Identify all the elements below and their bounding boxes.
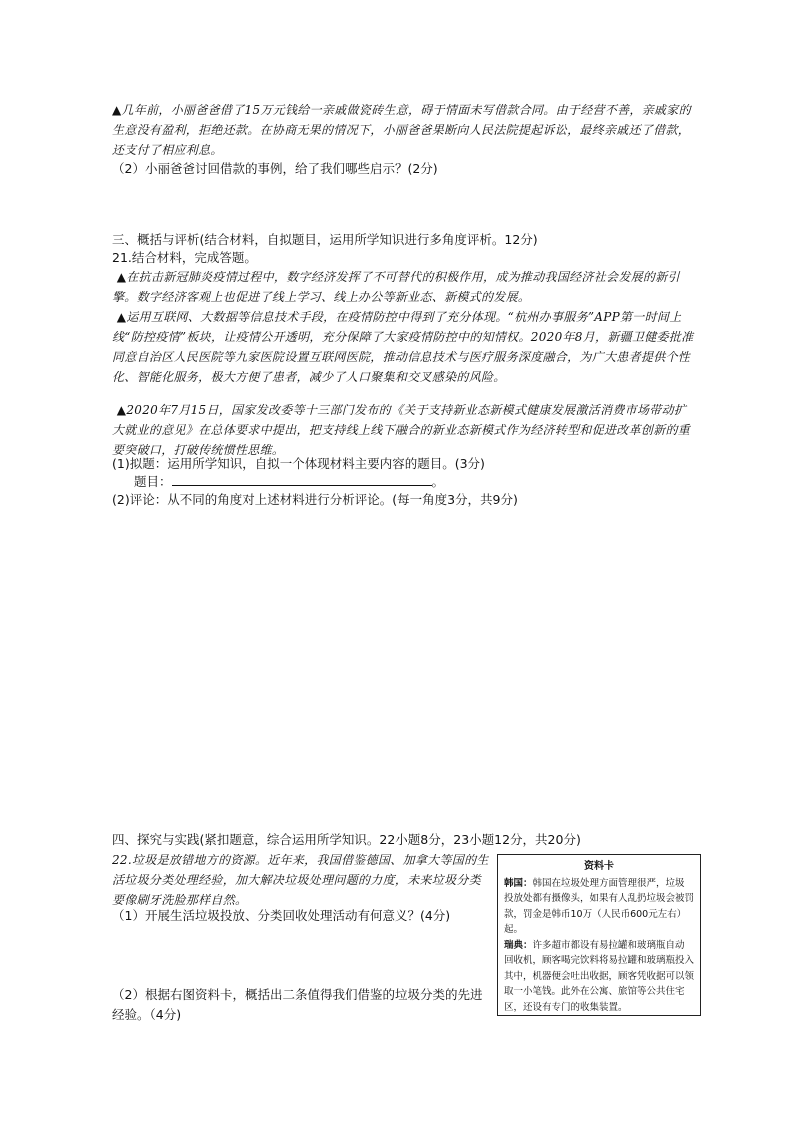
q22-sub-2: （2）根据右图资料卡，概括出二条值得我们借鉴的垃圾分类的先进经验。（4分) (112, 987, 483, 1022)
q21-sub-1: (1)拟题：运用所学知识，自拟一个体现材料主要内容的题目。(3分) (112, 456, 485, 471)
card-title: 资料卡 (584, 861, 614, 872)
q21-prompt: 21.结合材料，完成答题。 (112, 250, 257, 265)
section3-heading: 三、概括与评析(结合材料，自拟题目，运用所学知识进行多角度评析。12分) (112, 232, 538, 247)
prev-subquestion-2: （2）小丽爸爸讨回借款的事例，给了我们哪些启示？(2分) (112, 161, 438, 176)
q21-sub-2: (2)评论：从不同的角度对上述材料进行分析评论。(每一角度3分，共9分) (112, 492, 518, 507)
card-sweden (504, 938, 694, 1016)
q21-material-1: ▲在抗击新冠肺炎疫情过程中，数字经济发挥了不可替代的积极作用，成为推动我国经济社会发展的新引擎。数字经济客观上也促进了线上学习、线上办公等新业态、新模式的发展。 (112, 270, 680, 304)
card-korea-label: 韩国： (504, 877, 533, 889)
reference-card (497, 854, 701, 1016)
card-korea-text: 韩国在垃圾处理方面管理很严，垃圾投放处都有摄像头，如果有人乱扔垃圾会被罚款，罚金是韩币10万（人民币600元左右）起。 (504, 877, 695, 935)
title-line (134, 472, 634, 492)
q22-sub-1: （1）开展生活垃圾投放、分类回收处理活动有何意义？(4分) (112, 908, 451, 923)
q22-material: 22.垃圾是放错地方的资源。近年来，我国借鉴德国、加拿大等国的生活垃圾分类处理经验，加大解决垃圾处理问题的力度，未来垃圾分类要像刷牙洗脸那样自然。 (112, 853, 489, 907)
card-sweden-label: 瑞典： (504, 939, 533, 951)
card-korea (504, 876, 694, 938)
title-end: 。 (431, 474, 445, 489)
title-label: 题目： (134, 474, 172, 489)
title-answer-blank[interactable] (172, 472, 432, 486)
section4-heading: 四、探究与实践(紧扣题意，综合运用所学知识。22小题8分，23小题12分，共20分) (112, 832, 581, 847)
q21-material-2: ▲运用互联网、大数据等信息技术手段，在疫情防控中得到了充分体现。“杭州办事服务”APP第一时间上线“防控疫情”板块，让疫情公开透明，充分保障了大家疫情防控中的知情权。2020年8月，新疆卫健委批准同意自治区人民医院等九家医院设置互联网医院，推动信息技术与医疗服务深度融合，为广大患者提供个性化、智能化服务，极大方便了患者，减少了人口聚集和交叉感染的风险。 (112, 310, 694, 384)
prev-material: ▲几年前，小丽爸爸借了15万元钱给一亲戚做瓷砖生意，碍于情面未写借款合同。由于经营不善，亲戚家的生意没有盈利，拒绝还款。在协商无果的情况下，小丽爸爸果断向人民法院提起诉讼，最终亲戚还了借款，还支付了相应利息。 (112, 103, 691, 157)
card-sweden-text: 许多超市都设有易拉罐和玻璃瓶自动回收机，顾客喝完饮料将易拉罐和玻璃瓶投入其中，机器便会吐出收据，顾客凭收据可以领取一小笔钱。此外在公寓、旅馆等公共住宅区，还设有专门的收集装置。 (504, 939, 695, 1013)
q21-material-3: ▲2020年7月15日，国家发改委等十三部门发布的《关于支持新业态新模式健康发展激活消费市场带动扩大就业的意见》在总体要求中提出，把支持线上线下融合的新业态新模式作为经济转型和促进改革创新的重要突破口，打破传统惯性思维。 (112, 403, 691, 457)
